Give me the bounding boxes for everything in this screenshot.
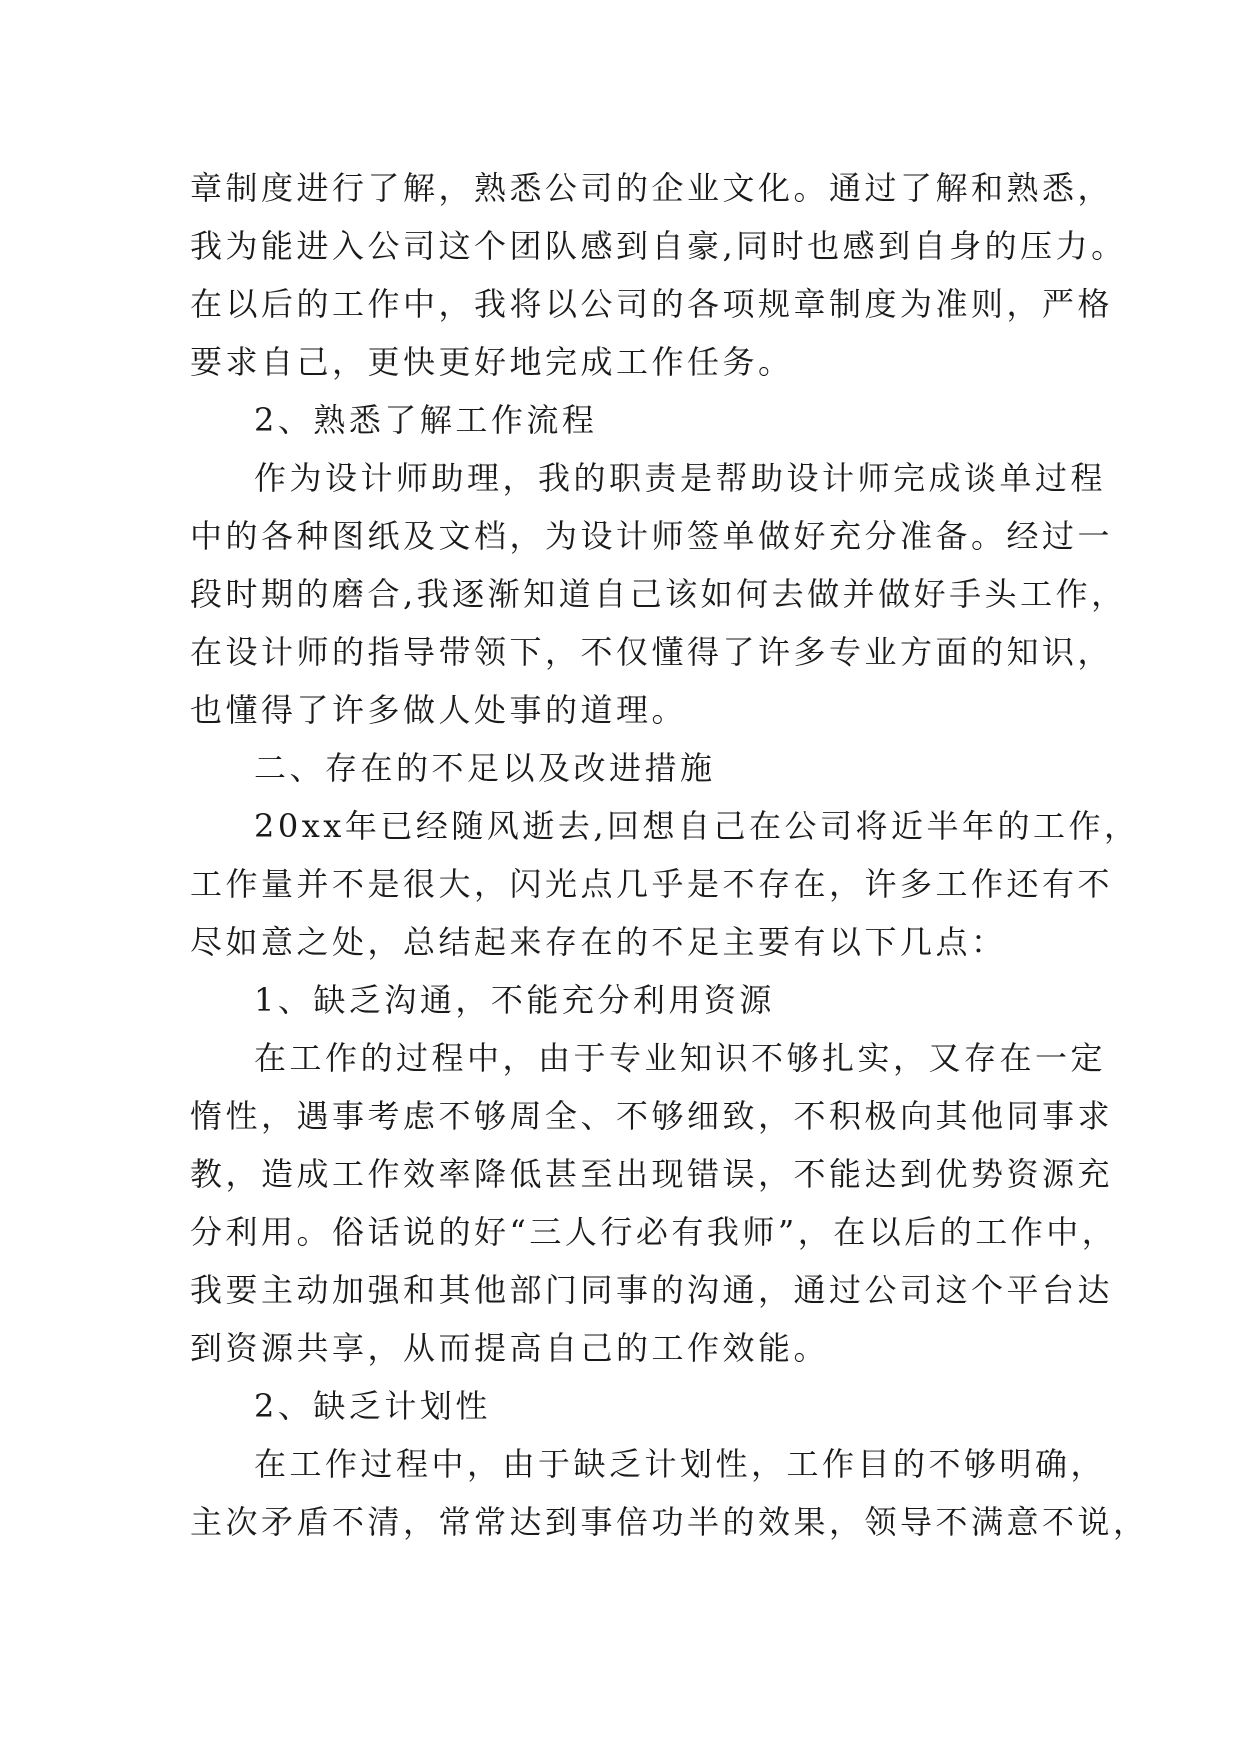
- body-text-line: 章制度进行了解，熟悉公司的企业文化。通过了解和熟悉，: [190, 169, 1114, 207]
- body-text-line: 尽如意之处，总结起来存在的不足主要有以下几点：: [190, 923, 1007, 961]
- body-text-line: 到资源共享，从而提高自己的工作效能。: [190, 1329, 830, 1367]
- body-text-line: 我要主动加强和其他部门同事的沟通，通过公司这个平台达: [190, 1271, 1114, 1309]
- body-text-line: 在工作的过程中，由于专业知识不够扎实，又存在一定: [254, 1039, 1107, 1077]
- body-text-line: 工作量并不是很大，闪光点几乎是不存在，许多工作还有不: [190, 865, 1114, 903]
- body-text-line: 20xx年已经随风逝去,回想自己在公司将近半年的工作，: [254, 807, 1140, 845]
- section-heading: 2、缺乏计划性: [254, 1387, 491, 1425]
- body-text-line: 惰性，遇事考虑不够周全、不够细致，不积极向其他同事求: [190, 1097, 1114, 1135]
- body-text-line: 分利用。俗话说的好“三人行必有我师”，在以后的工作中，: [190, 1213, 1118, 1251]
- body-text-line: 要求自己，更快更好地完成工作任务。: [190, 343, 794, 381]
- body-text-line: 作为设计师助理，我的职责是帮助设计师完成谈单过程: [254, 459, 1107, 497]
- body-text-line: 我为能进入公司这个团队感到自豪,同时也感到自身的压力。: [190, 227, 1127, 265]
- body-text-line: 主次矛盾不清，常常达到事倍功半的效果，领导不满意不说，: [190, 1503, 1149, 1541]
- section-heading: 1、缺乏沟通，不能充分利用资源: [254, 981, 775, 1019]
- body-text-line: 在设计师的指导带领下，不仅懂得了许多专业方面的知识，: [190, 633, 1114, 671]
- section-heading: 二、存在的不足以及改进措施: [254, 749, 716, 787]
- body-text-line: 教，造成工作效率降低甚至出现错误，不能达到优势资源充: [190, 1155, 1114, 1193]
- body-text-line: 也懂得了许多做人处事的道理。: [190, 691, 688, 729]
- body-text-line: 段时期的磨合,我逐渐知道自己该如何去做并做好手头工作，: [190, 575, 1127, 613]
- section-heading: 2、熟悉了解工作流程: [254, 401, 598, 439]
- body-text-line: 在工作过程中，由于缺乏计划性，工作目的不够明确，: [254, 1445, 1107, 1483]
- body-text-line: 在以后的工作中，我将以公司的各项规章制度为准则，严格: [190, 285, 1114, 323]
- body-text-line: 中的各种图纸及文档，为设计师签单做好充分准备。经过一: [190, 517, 1114, 555]
